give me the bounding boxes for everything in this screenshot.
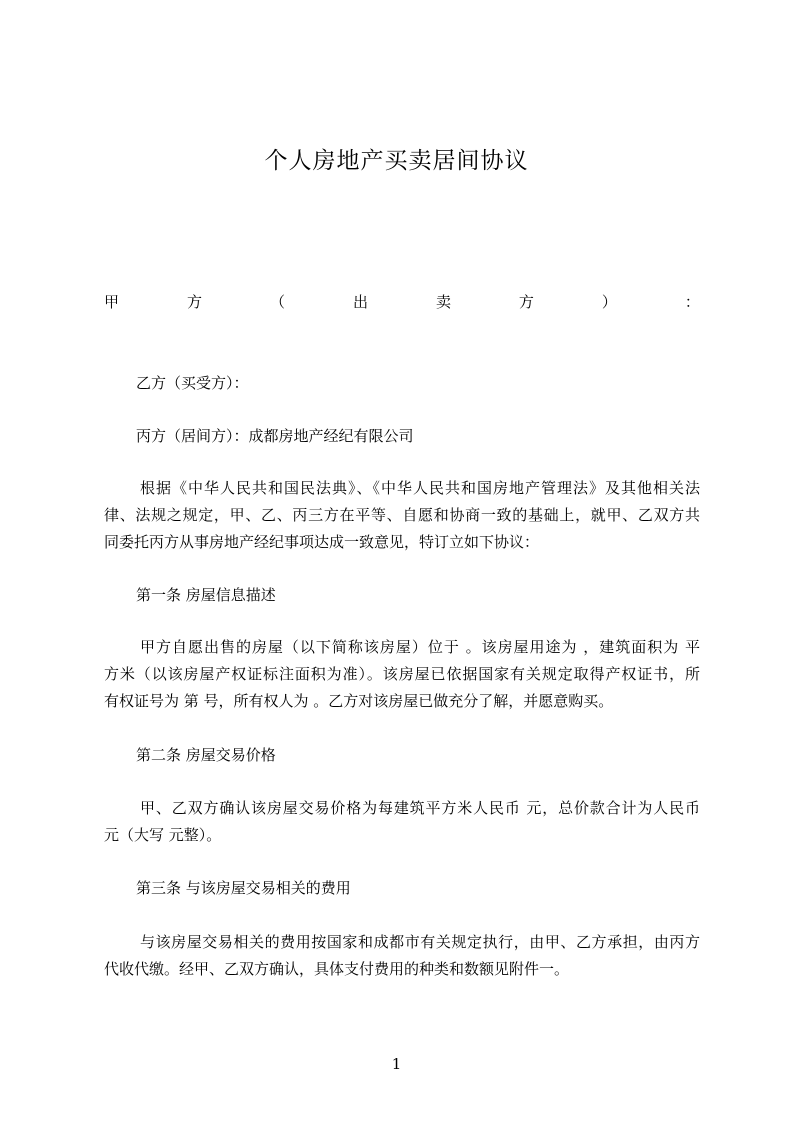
article-1-paragraph xyxy=(104,634,700,715)
article-1-heading: 第一条 房屋信息描述 xyxy=(136,586,276,604)
paragraph-line: 与该房屋交易相关的费用按国家和成都市有关规定执行，由甲、乙方承担，由丙方 xyxy=(140,933,700,951)
party-a-char: （ xyxy=(269,293,285,311)
article-2-paragraph xyxy=(104,795,700,849)
paragraph-line: 代收代缴。经甲、乙双方确认，具体支付费用的种类和数额见附件一。 xyxy=(104,960,570,978)
party-a-char: ： xyxy=(684,293,700,311)
party-b-line: 乙方（买受方）： xyxy=(136,374,249,392)
paragraph-line: 同委托丙方从事房地产经纪事项达成一致意见，特订立如下协议： xyxy=(104,533,540,551)
paragraph-line: 律、法规之规定，甲、乙、丙三方在平等、自愿和协商一致的基础上，就甲、乙双方共 xyxy=(104,506,700,524)
article-3-heading: 第三条 与该房屋交易相关的费用 xyxy=(136,879,351,897)
article-3-paragraph xyxy=(104,929,700,983)
page-number: 1 xyxy=(391,1055,402,1073)
party-c-line: 丙方（居间方）：成都房地产经纪有限公司 xyxy=(136,427,414,445)
article-2-heading: 第二条 房屋交易价格 xyxy=(136,746,276,764)
intro-paragraph xyxy=(104,475,700,556)
paragraph-line: 有权证号为 第 号，所有权人为 。乙方对该房屋已做充分了解，并愿意购买。 xyxy=(104,692,614,710)
party-a-char: ） xyxy=(601,293,617,311)
paragraph-line: 甲方自愿出售的房屋（以下简称该房屋）位于 。该房屋用途为 ，建筑面积为 平 xyxy=(140,638,700,656)
party-a-char: 甲 xyxy=(104,293,120,311)
party-a-char: 方 xyxy=(518,293,534,311)
paragraph-line: 甲、乙双方确认该房屋交易价格为每建筑平方米人民币 元，总价款合计为人民币 xyxy=(140,799,700,817)
paragraph-line: 方米（以该房屋产权证标注面积为准）。该房屋已依据国家有关规定取得产权证书，所 xyxy=(104,665,700,683)
party-a-line xyxy=(104,291,700,312)
party-a-char: 卖 xyxy=(435,293,451,311)
document-title: 个人房地产买卖居间协议 xyxy=(264,148,529,174)
paragraph-line: 根据《中华人民共和国民法典》、《中华人民共和国房地产管理法》及其他相关法 xyxy=(140,479,700,497)
party-a-char: 方 xyxy=(186,293,202,311)
party-a-char: 出 xyxy=(352,293,368,311)
paragraph-line: 元（大写 元整）。 xyxy=(104,826,222,844)
